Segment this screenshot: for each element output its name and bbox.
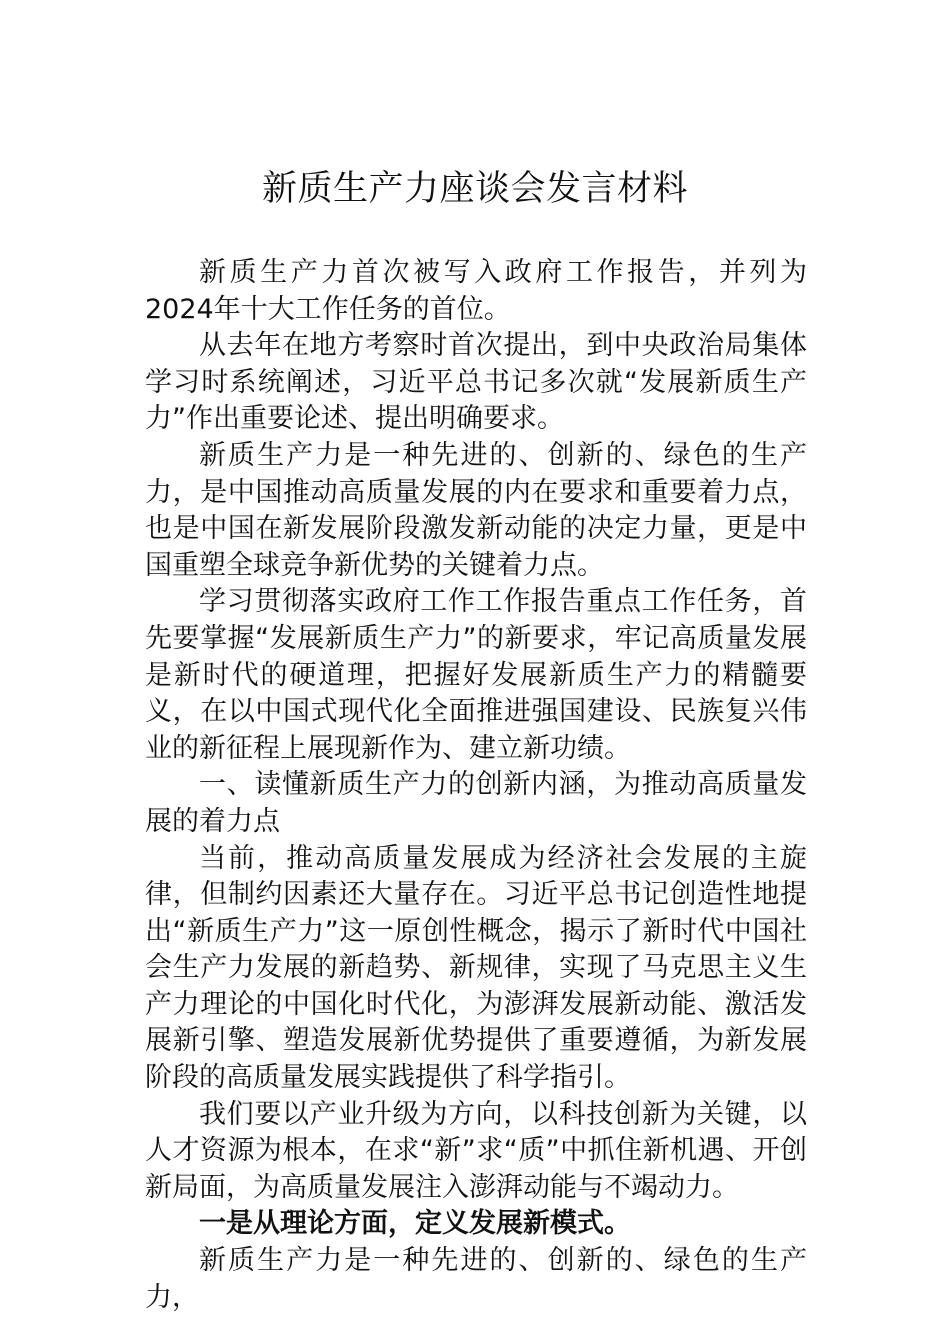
subheading-1: 一是从理论方面，定义发展新模式。: [199, 1208, 631, 1240]
paragraph-6: 我们要以产业升级为方向，以科技创新为关键，以人才资源为根本，在求“新”求“质”中抓住新机遇、开创新局面，为高质量发展注入澎湃动能与不竭动力。: [145, 1098, 807, 1203]
paragraph-4: 学习贯彻落实政府工作工作报告重点工作任务，首先要掌握“发展新质生产力”的新要求，牢记高质量发展是新时代的硬道理，把握好发展新质生产力的精髓要义，在以中国式现代化全面推进强国建设、民族复兴伟业的新征程上展现新作为、建立新功绩。: [145, 586, 807, 764]
section-heading-1: 一、读懂新质生产力的创新内涵，为推动高质量发展的着力点: [145, 769, 807, 837]
paragraph-1: 新质生产力首次被写入政府工作报告，并列为2024年十大工作任务的首位。: [145, 257, 807, 325]
paragraph-7: 新质生产力是一种先进的、创新的、绿色的生产力，: [145, 1245, 807, 1313]
paragraph-5: 当前，推动高质量发展成为经济社会发展的主旋律，但制约因素还大量存在。习近平总书记创造性地提出“新质生产力”这一原创性概念，揭示了新时代中国社会生产力发展的新趋势、新规律，实现了马克思主义生产力理论的中国化时代化，为澎湃发展新动能、激活发展新引擎、塑造发展新优势提供了重要遵循，为新发展阶段的高质量发展实践提供了科学指引。: [145, 842, 807, 1094]
document-title: 新质生产力座谈会发言材料: [261, 169, 688, 209]
paragraph-3: 新质生产力是一种先进的、创新的、绿色的生产力，是中国推动高质量发展的内在要求和重要着力点，也是中国在新发展阶段激发新动能的决定力量，更是中国重塑全球竞争新优势的关键着力点。: [145, 439, 807, 581]
paragraph-2: 从去年在地方考察时首次提出，到中央政治局集体学习时系统阐述，习近平总书记多次就“发展新质生产力”作出重要论述、提出明确要求。: [145, 330, 807, 435]
document-body: [145, 255, 807, 1316]
